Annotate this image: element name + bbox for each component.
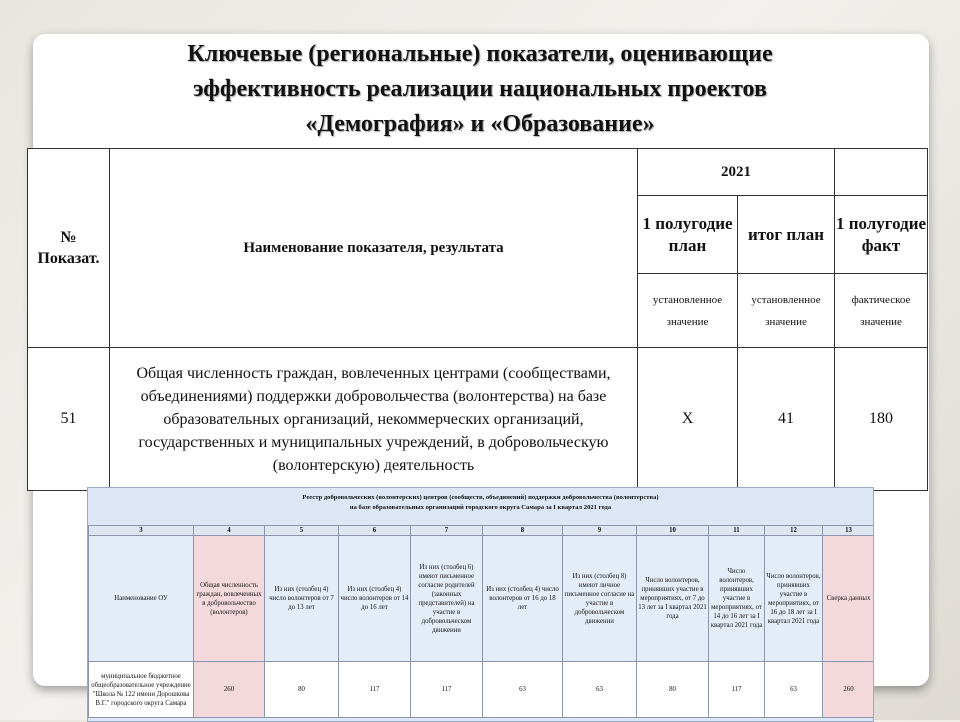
registry-col-number: 8 xyxy=(483,526,563,536)
registry-col-number: 11 xyxy=(709,526,765,536)
row-number: 51 xyxy=(28,348,110,491)
registry-title-line: Реестр добровольческих (волонтерских) центров (сообществ, объединений) поддержки добровольчества (волонтерства) xyxy=(302,494,659,501)
header-value-type: фактическое значение xyxy=(835,274,928,348)
registry-header: Наименование ОУ xyxy=(89,536,194,662)
header-number: № Показат. xyxy=(28,149,110,348)
header-value-type: установленное значение xyxy=(738,274,835,348)
registry-cell: 117 xyxy=(339,662,411,718)
registry-cell: 260 xyxy=(823,662,875,718)
registry-col-number: 5 xyxy=(265,526,339,536)
registry-col-number: 3 xyxy=(89,526,194,536)
slide-title-line: Ключевые (региональные) показатели, оценивающие xyxy=(187,41,773,67)
registry-header: Из них (столбец 4) число волонтеров от 16 до 18 лет xyxy=(483,536,563,662)
header-year: 2021 xyxy=(638,149,835,196)
registry-col-number: 4 xyxy=(194,526,265,536)
row-plan-total: 41 xyxy=(738,348,835,491)
registry-header: Сверка данных xyxy=(823,536,875,662)
header-year-empty xyxy=(835,149,928,196)
header-period-half-plan: 1 полугодие план xyxy=(638,196,738,274)
registry-title xyxy=(88,488,873,525)
registry-header: Число волонтеров, принявших участие в мероприятиях, от 16 до 18 лет за I квартал 2021 года xyxy=(765,536,823,662)
row-indicator-name: Общая численность граждан, вовлеченных центрами (сообществами, объединениями) поддержки добровольчества (волонтерства) на базе образовательных организаций, некоммерческих организаций, государственных и муниципальных учреждений, в добровольческую (волонтерскую) деятельность xyxy=(110,348,638,491)
registry-cell: 63 xyxy=(483,662,563,718)
row-plan-half-year: Х xyxy=(638,348,738,491)
registry-col-number: 7 xyxy=(411,526,483,536)
registry-col-number: 6 xyxy=(339,526,411,536)
registry-cell: 63 xyxy=(563,662,637,718)
registry-header: Из них (столбец 8) имеют личное письменное согласие на участие в добровольческом движении xyxy=(563,536,637,662)
registry-row-name: муниципальное бюджетное общеобразовательное учреждение "Школа № 122 имени Дорошкова В.Г." городского округа Самара xyxy=(89,662,194,718)
registry-col-number: 10 xyxy=(637,526,709,536)
header-period-half-fact: 1 полугодие факт xyxy=(835,196,928,274)
registry-header: Число волонтеров, принявших участие в мероприятиях, от 7 до 13 лет за I квартал 2021 года xyxy=(637,536,709,662)
registry-cell: 117 xyxy=(709,662,765,718)
registry-col-number: 9 xyxy=(563,526,637,536)
registry-cell: 260 xyxy=(194,662,265,718)
registry-col-number: 12 xyxy=(765,526,823,536)
header-period-total-plan: итог план xyxy=(738,196,835,274)
registry-screenshot xyxy=(87,487,874,722)
registry-cell: 80 xyxy=(637,662,709,718)
registry-cell: 117 xyxy=(411,662,483,718)
registry-header: Из них (столбец 6) имеют письменное согласие родителей (законных представителей) на участие в добровольческом движении xyxy=(411,536,483,662)
slide-title xyxy=(0,37,960,142)
registry-header: Общая численность граждан, вовлеченных в добровольчество (волонтеров) xyxy=(194,536,265,662)
registry-cell: 80 xyxy=(265,662,339,718)
registry-cell: 63 xyxy=(765,662,823,718)
registry-header: Из них (столбец 4) число волонтеров от 14 до 16 лет xyxy=(339,536,411,662)
registry-title-line: на базе образовательных организаций городского округа Самара за I квартал 2021 года xyxy=(349,504,612,511)
header-indicator-name: Наименование показателя, результата xyxy=(110,149,638,348)
registry-header: Из них (столбец 4) число волонтеров от 7 до 13 лет xyxy=(265,536,339,662)
registry-table xyxy=(88,525,874,718)
indicators-table xyxy=(27,148,928,491)
slide-title-line: эффективность реализации национальных проектов xyxy=(193,76,767,102)
registry-col-number: 13 xyxy=(823,526,875,536)
slide-title-line: «Демография» и «Образование» xyxy=(305,111,655,137)
header-value-type: установленное значение xyxy=(638,274,738,348)
row-fact-half-year: 180 xyxy=(835,348,928,491)
registry-header: Число волонтеров, принявших участие в мероприятиях, от 14 до 16 лет за I квартал 2021 года xyxy=(709,536,765,662)
